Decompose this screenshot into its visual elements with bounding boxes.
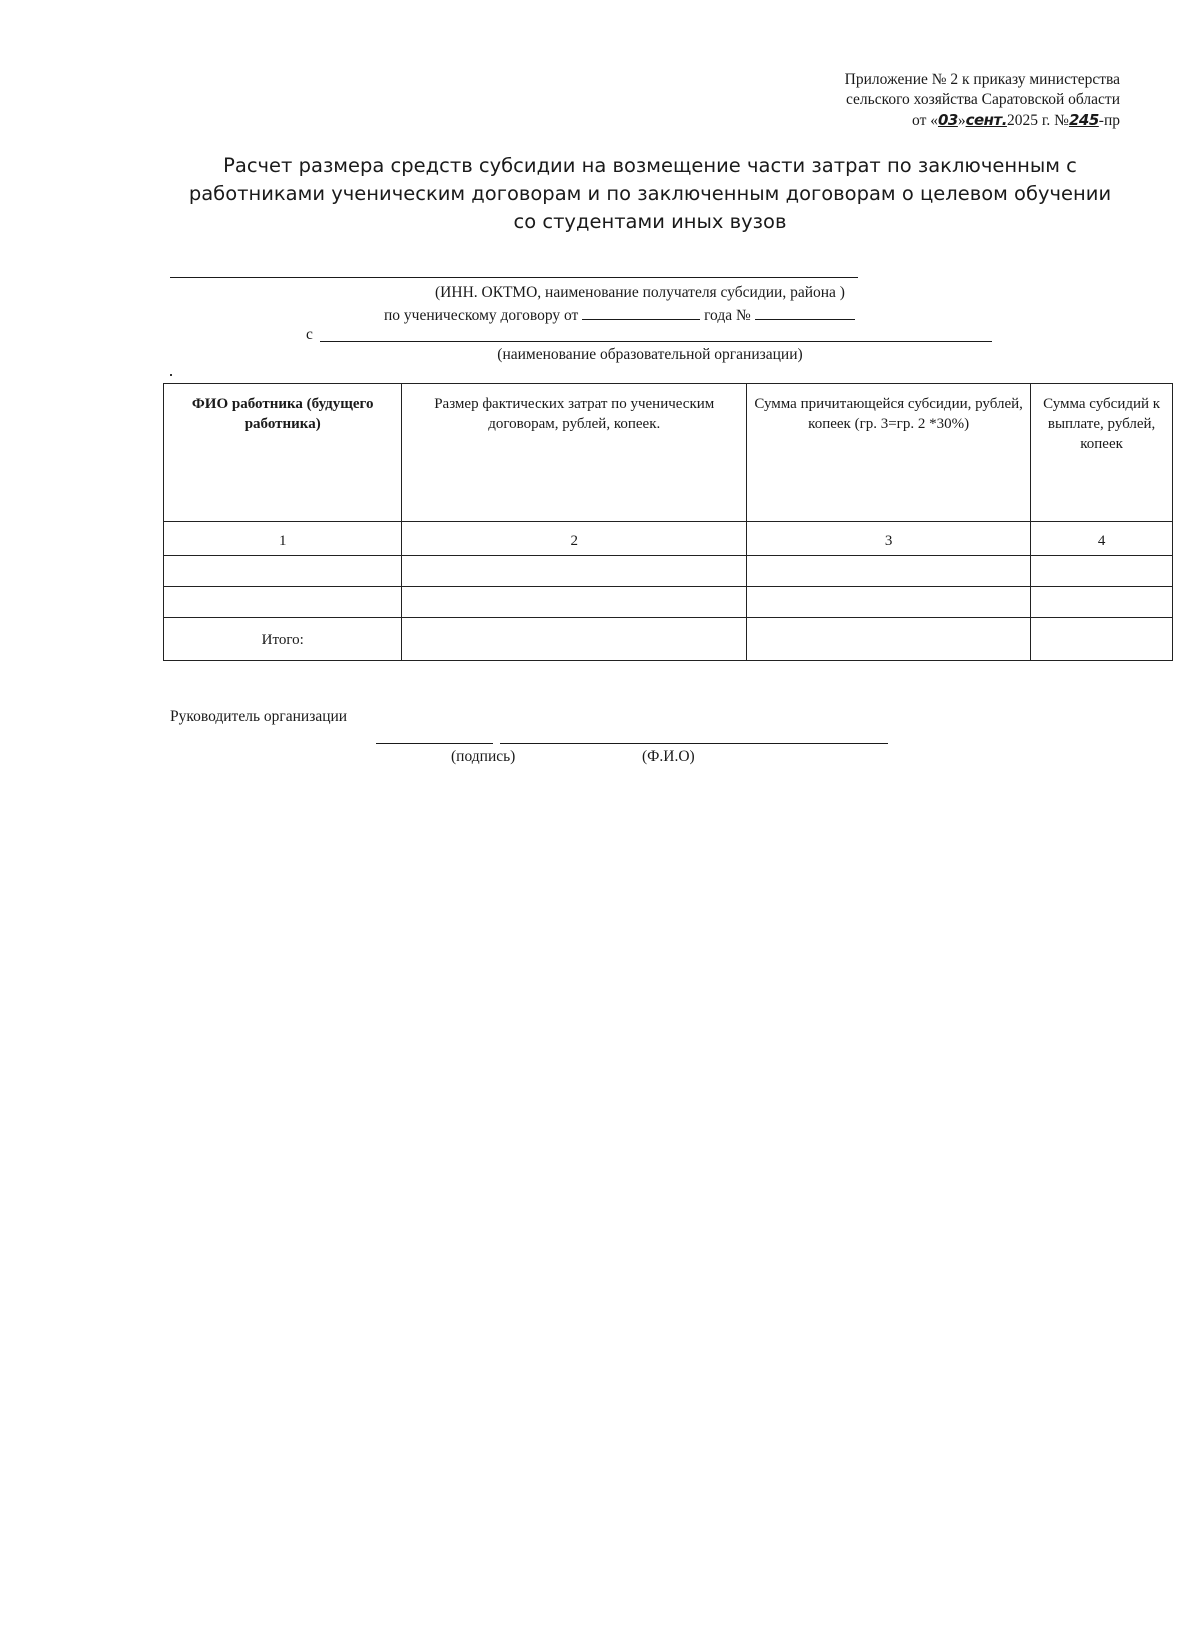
appendix-date-year: 2025 г. № (1006, 112, 1069, 129)
scan-speck (170, 374, 172, 376)
appendix-date-day: 03 (937, 111, 958, 129)
column-number-2: 2 (402, 522, 747, 556)
table-cell[interactable] (747, 556, 1031, 587)
appendix-order-number: 245 (1068, 111, 1099, 129)
recipient-fill-line[interactable] (170, 277, 858, 278)
total-cell[interactable] (402, 618, 747, 661)
title-line-3: со студентами иных вузов (513, 210, 787, 233)
table-row (164, 587, 1173, 618)
total-cell[interactable] (1031, 618, 1173, 661)
contract-year-label: года № (704, 307, 751, 324)
header-actual-costs: Размер фактических затрат по ученическим договорам, рублей, копеек. (402, 384, 747, 522)
title-line-2: работниками ученическим договорам и по заключенным договорам о целевом обучении (188, 182, 1112, 205)
head-of-organization-label: Руководитель организации (170, 708, 348, 725)
title-line-1: Расчет размера средств субсидии на возмещение части затрат по заключенным с (223, 154, 1077, 177)
column-number-4: 4 (1031, 522, 1173, 556)
signature-caption: (подпись) (451, 748, 516, 765)
appendix-line-1: Приложение № 2 к приказу министерства (844, 71, 1120, 88)
contract-line (384, 305, 855, 325)
table-cell[interactable] (402, 587, 747, 618)
signature-line[interactable] (376, 743, 493, 744)
appendix-date-sep: » (957, 112, 966, 129)
contract-prefix: по ученическому договору от (384, 307, 579, 324)
header-subsidy-due: Сумма причитающейся субсидии, рублей, копеек (гр. 3=гр. 2 *30%) (747, 384, 1031, 522)
org-fill-line[interactable] (320, 341, 992, 342)
appendix-date-month: сент. (965, 111, 1007, 129)
table-cell[interactable] (1031, 587, 1173, 618)
column-number-3: 3 (747, 522, 1031, 556)
appendix-date-prefix: от « (912, 112, 938, 129)
column-number-1: 1 (164, 522, 402, 556)
table-cell[interactable] (402, 556, 747, 587)
table-cell[interactable] (164, 587, 402, 618)
table-header-row (164, 384, 1173, 522)
name-caption: (Ф.И.О) (642, 748, 695, 765)
appendix-order-suffix: -пр (1098, 112, 1120, 129)
document-title (160, 152, 1140, 236)
table-row (164, 556, 1173, 587)
header-employee-name: ФИО работника (будущего работника) (164, 384, 402, 522)
with-label: с (306, 326, 313, 343)
table-cell[interactable] (164, 556, 402, 587)
contract-number-field[interactable] (755, 305, 855, 320)
org-caption: (наименование образовательной организации) (497, 346, 803, 363)
contract-date-field[interactable] (582, 305, 700, 320)
table-cell[interactable] (1031, 556, 1173, 587)
appendix-line-3 (760, 110, 1120, 131)
name-line[interactable] (500, 743, 888, 744)
appendix-note (760, 70, 1120, 131)
table-cell[interactable] (747, 587, 1031, 618)
total-row (164, 618, 1173, 661)
column-number-row (164, 522, 1173, 556)
recipient-caption: (ИНН. ОКТМО, наименование получателя субсидии, района ) (435, 284, 845, 301)
total-label: Итого: (164, 618, 402, 661)
total-cell[interactable] (747, 618, 1031, 661)
appendix-line-2: сельского хозяйства Саратовской области (845, 91, 1120, 108)
header-subsidy-payable: Сумма субсидий к выплате, рублей, копеек (1031, 384, 1173, 522)
subsidy-table (163, 383, 1173, 661)
